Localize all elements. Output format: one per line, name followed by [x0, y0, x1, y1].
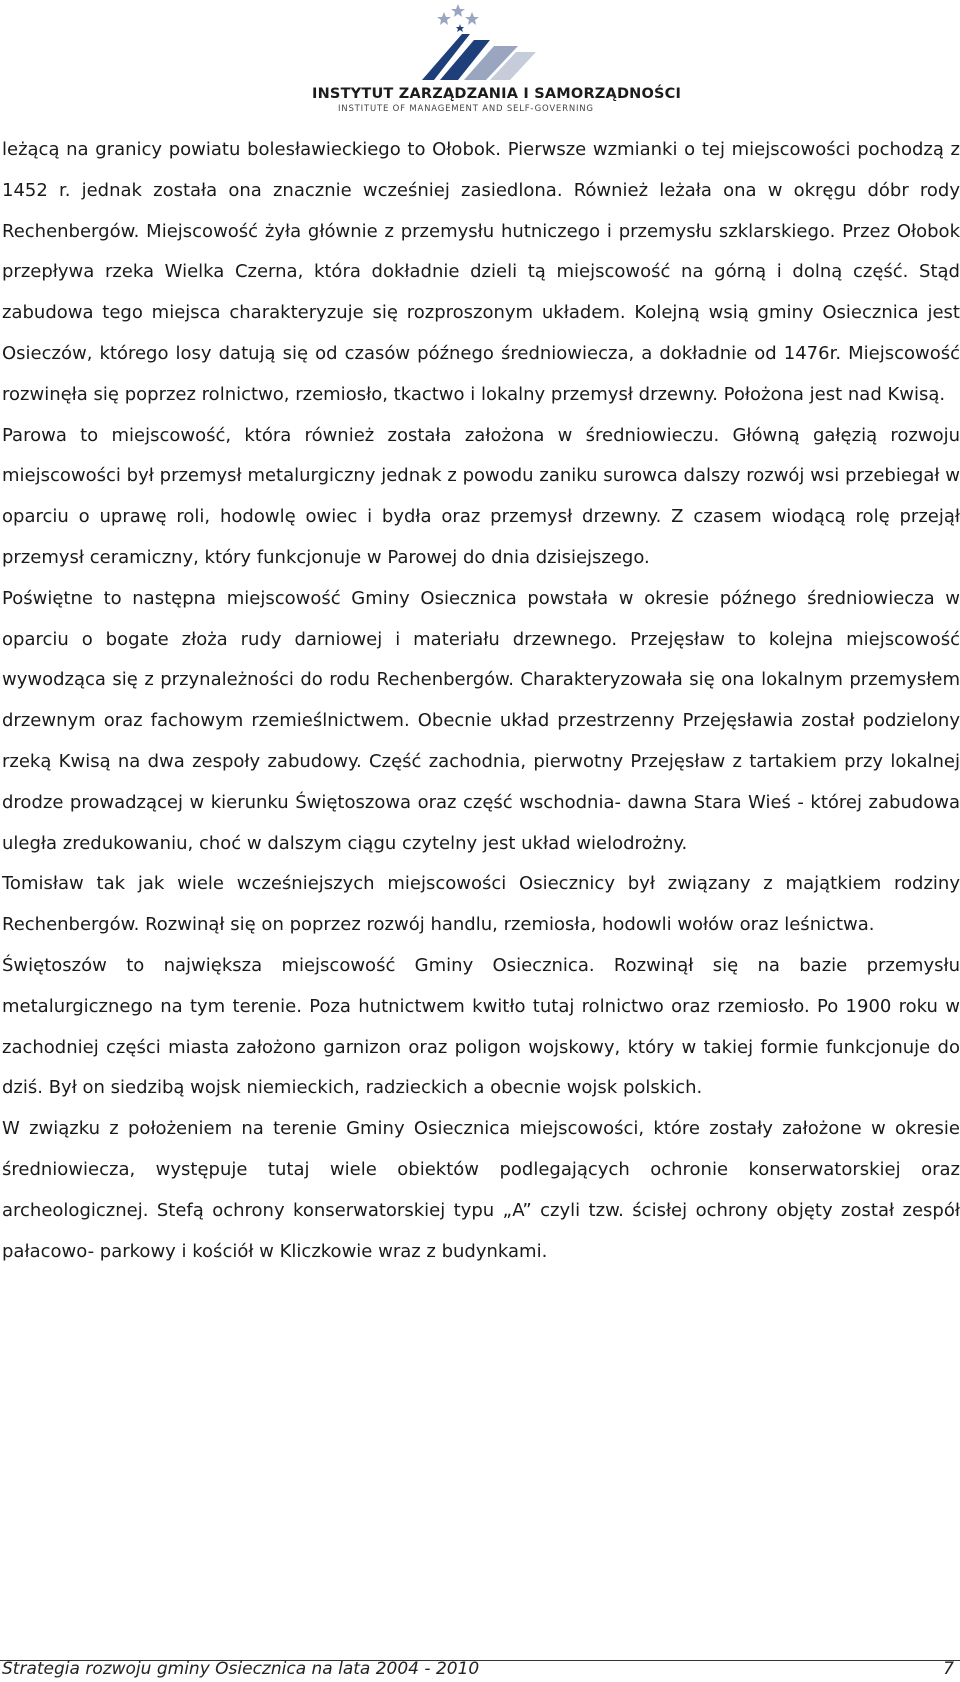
page-number: 7: [943, 1659, 954, 1679]
paragraph: Tomisław tak jak wiele wcześniejszych miejscowości Osiecznicy był związany z majątkiem rodziny Rechenbergów. Rozwinął się on poprzez rozwój handlu, rzemiosła, hodowli wołów oraz leśnictwa.: [2, 873, 960, 936]
header-logo: [300, 0, 682, 116]
paragraph: W związku z położeniem na terenie Gminy Osiecznica miejscowości, które zostały założone w okresie średniowiecza, występuje tutaj wiele obiektów podlegających ochronie konserwatorskiej oraz archeologicznej. Stefą ochrony konserwatorskiej typu „A” czyli tzw. ścisłej ochrony objęty został zespół pałacowo- parkowy i kościół w Kliczkowie wraz z budynkami.: [2, 1118, 960, 1262]
logo-title: INSTYTUT ZARZĄDZANIA I SAMORZĄDNOŚCI: [312, 86, 682, 102]
paragraph: Poświętne to następna miejscowość Gminy Osiecznica powstała w okresie późnego średniowiecza w oparciu o bogate złoża rudy darniowej i materiału drzewnego. Przejęsław to kolejna miejscowość wywodząca się z przynależności do rodu Rechenbergów. Charakteryzowała się ona lokalnym przemysłem drzewnym oraz fachowym rzemieślnictwem. Obecnie układ przestrzenny Przejęsławia został podzielony rzeką Kwisą na dwa zespoły zabudowy. Część zachodnia, pierwotny Przejęsław z tartakiem przy lokalnej drodze prowadzącej w kierunku Świętoszowa oraz część wschodnia- dawna Stara Wieś - której zabudowa uległa zredukowaniu, choć w dalszym ciągu czytelny jest układ wielodrożny.: [2, 587, 960, 854]
footer-title: Strategia rozwoju gminy Osiecznica na lata 2004 - 2010: [2, 1659, 480, 1679]
paragraph: Parowa to miejscowość, która również została założona w średniowieczu. Główną gałęzią rozwoju miejscowości był przemysł metalurgiczny jednak z powodu zaniku surowca dalszy rozwój wsi przebiegał w oparciu o uprawę roli, hodowlę owiec i bydła oraz przemysł drzewny. Z czasem wiodącą rolę przejął przemysł ceramiczny, który funkcjonuje w Parowej do dnia dzisiejszego.: [2, 424, 960, 568]
document-body: [2, 130, 960, 1272]
logo-subtitle: INSTITUTE OF MANAGEMENT AND SELF-GOVERNING: [338, 104, 594, 114]
paragraph: leżącą na granicy powiatu bolesławieckiego to Ołobok. Pierwsze wzmianki o tej miejscowości pochodzą z 1452 r. jednak została ona znacznie wcześniej zasiedlona. Również leżała ona w okręgu dóbr rody Rechenbergów. Miejscowość żyła głównie z przemysłu hutniczego i przemysłu szklarskiego. Przez Ołobok przepływa rzeka Wielka Czerna, która dokładnie dzieli tą miejscowość na górną i dolną część. Stąd zabudowa tego miejsca charakteryzuje się rozproszonym układem. Kolejną wsią gminy Osiecznica jest Osieczów, którego losy datują się od czasów późnego średniowiecza, a dokładnie od 1476r. Miejscowość rozwinęła się poprzez rolnictwo, rzemiosło, tkactwo i lokalny przemysł drzewny. Położona jest nad Kwisą.: [2, 139, 960, 405]
paragraph: Świętoszów to największa miejscowość Gminy Osiecznica. Rozwinął się na bazie przemysłu metalurgicznego na tym terenie. Poza hutnictwem kwitło tutaj rolnictwo oraz rzemiosło. Po 1900 roku w zachodniej części miasta założono garnizon oraz poligon wojskowy, który w takiej formie funkcjonuje do dziś. Był on siedzibą wojsk niemieckich, radzieckich a obecnie wojsk polskich.: [2, 954, 960, 1099]
institute-logo-icon: [400, 2, 550, 82]
